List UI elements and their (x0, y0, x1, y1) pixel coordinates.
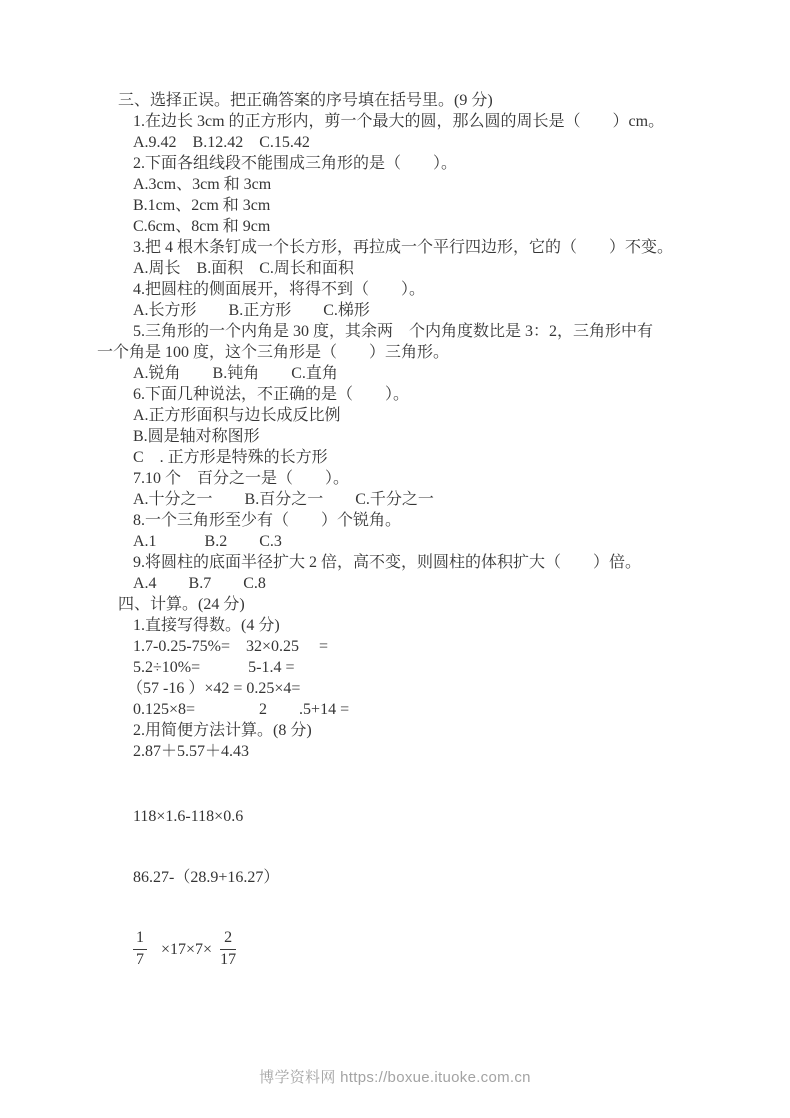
question-2-option-c: C.6cm、8cm 和 9cm (133, 218, 271, 235)
question-5-cont: 一个角是 100 度，这个三角形是（ ）三角形。 (97, 344, 450, 361)
simplify-expression-1: 2.87＋5.57＋4.43 (133, 743, 250, 760)
calc-subheading-1: 1.直接写得数。(4 分) (133, 617, 280, 634)
simplify-expression-4 (97, 926, 697, 972)
question-5: 5.三角形的一个内角是 30 度，其余两 个内角度数比是 3：2，三角形中有 (133, 323, 654, 340)
work-space-1 (97, 762, 697, 806)
calc-line-1: 1.7-0.25-75%= 32×0.25 = (133, 638, 329, 655)
fraction-two-seventeenths (220, 929, 236, 969)
fraction-middle-terms: ×17×7× (161, 940, 213, 958)
section-4-heading: 四、计算。(24 分) (118, 596, 245, 613)
question-6-option-c: C . 正方形是特殊的长方形 (133, 449, 328, 466)
question-8-options: A.1 B.2 C.3 (133, 533, 282, 550)
question-6-option-b: B.圆是轴对称图形 (133, 428, 260, 445)
question-3: 3.把 4 根木条钉成一个长方形，再拉成一个平行四边形，它的（ ）不变。 (133, 239, 674, 256)
question-9: 9.将圆柱的底面半径扩大 2 倍，高不变，则圆柱的体积扩大（ ）倍。 (133, 554, 642, 571)
work-space-3 (97, 888, 697, 926)
fraction-numerator: 2 (220, 929, 236, 949)
question-8: 8.一个三角形至少有（ ）个锐角。 (133, 512, 402, 529)
work-space-2 (97, 827, 697, 867)
fraction-denominator: 17 (220, 950, 237, 968)
worksheet-page (97, 90, 697, 972)
section-3-heading: 三、选择正误。把正确答案的序号填在括号里。(9 分) (118, 92, 493, 109)
question-2-option-b: B.1cm、2cm 和 3cm (133, 197, 271, 214)
calc-subheading-2: 2.用简便方法计算。(8 分) (133, 722, 312, 739)
fraction-numerator: 1 (133, 929, 147, 949)
question-3-options: A.周长 B.面积 C.周长和面积 (133, 260, 354, 277)
question-2: 2.下面各组线段不能围成三角形的是（ ）。 (133, 155, 458, 172)
question-9-options: A.4 B.7 C.8 (133, 575, 266, 592)
question-7: 7.10 个 百分之一是（ ）。 (133, 470, 350, 487)
question-7-options: A.十分之一 B.百分之一 C.千分之一 (133, 491, 434, 508)
question-5-options: A.锐角 B.钝角 C.直角 (133, 365, 338, 382)
question-1: 1.在边长 3cm 的正方形内，剪一个最大的圆，那么圆的周长是（ ）cm。 (133, 113, 665, 130)
simplify-expression-3: 86.27-（28.9+16.27） (133, 869, 280, 886)
question-4-options: A.长方形 B.正方形 C.梯形 (133, 302, 370, 319)
question-6: 6.下面几种说法，不正确的是（ ）。 (133, 386, 410, 403)
footer-watermark: 博学资料网 https://boxue.ituoke.com.cn (259, 1069, 531, 1086)
question-1-options: A.9.42 B.12.42 C.15.42 (133, 134, 310, 151)
question-4: 4.把圆柱的侧面展开，将得不到（ ）。 (133, 281, 426, 298)
question-6-option-a: A.正方形面积与边长成反比例 (133, 407, 341, 424)
simplify-expression-2: 118×1.6-118×0.6 (133, 808, 244, 825)
calc-line-4: 0.125×8= 2 .5+14 = (133, 701, 350, 718)
calc-line-3: （57 -16 ）×42 = 0.25×4= (127, 680, 301, 697)
fraction-denominator: 7 (136, 950, 144, 968)
calc-line-2: 5.2÷10%= 5-1.4 = (133, 659, 295, 676)
question-2-option-a: A.3cm、3cm 和 3cm (133, 176, 272, 193)
fraction-one-seventh (133, 929, 147, 969)
